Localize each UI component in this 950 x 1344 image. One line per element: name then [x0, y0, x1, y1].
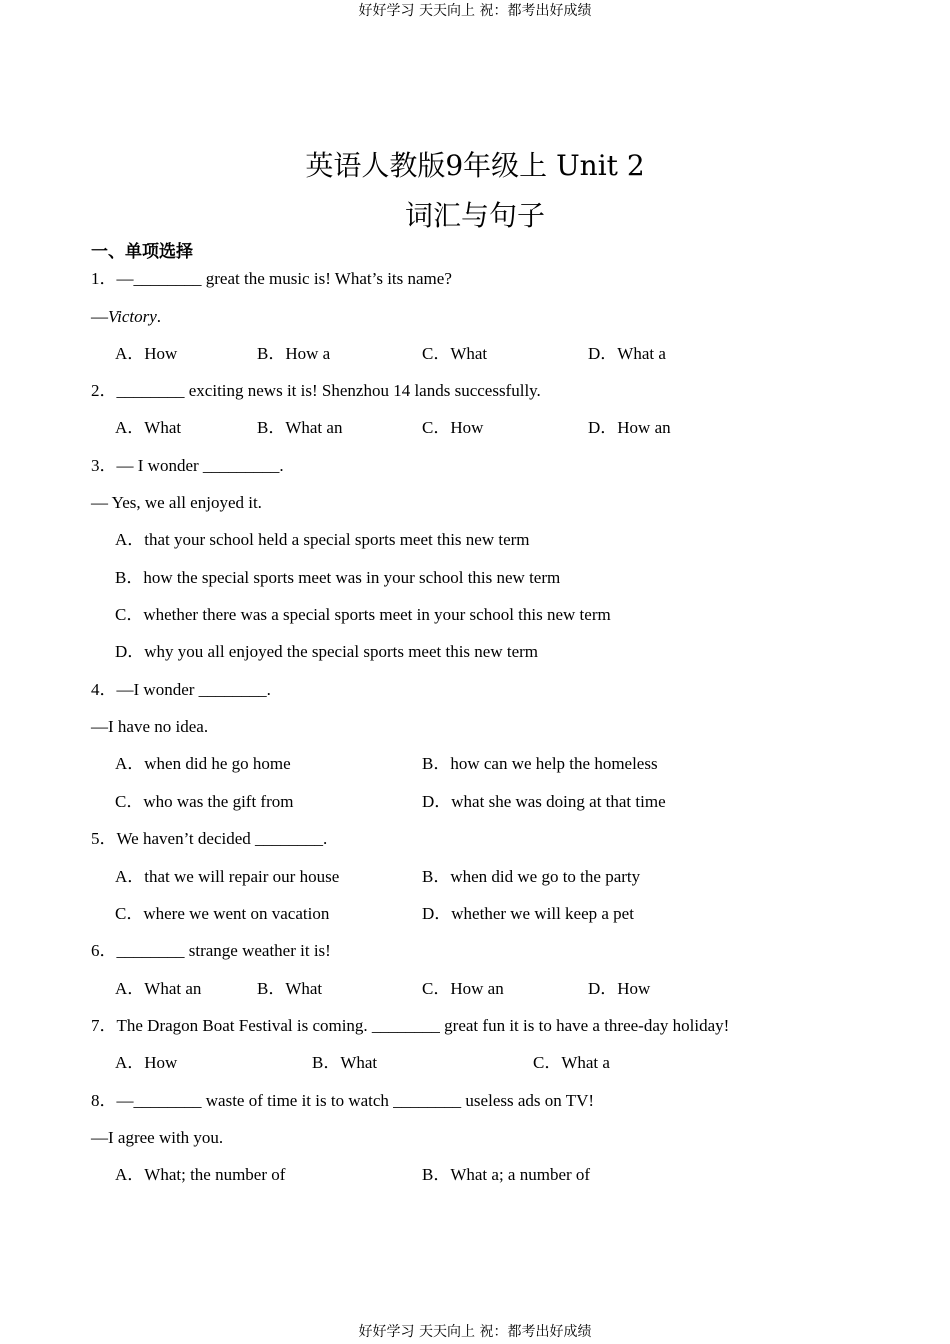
- question-7-option-c[interactable]: C．What a: [533, 1053, 610, 1072]
- question-2-option-c[interactable]: C．How: [422, 418, 484, 437]
- section-heading: 一、单项选择: [91, 242, 193, 262]
- question-2-option-b[interactable]: B．What an: [257, 418, 343, 437]
- question-1-option-c[interactable]: C．What: [422, 344, 488, 363]
- document-title: 英语人教版9年级上 Unit 2: [305, 149, 645, 182]
- reply-italic: Victory: [108, 307, 157, 326]
- question-1-stem: 1．—________ great the music is! What’s its name?: [91, 269, 452, 288]
- question-6-option-d[interactable]: D．How: [588, 979, 651, 998]
- question-3-stem: 3．— I wonder _________.: [91, 456, 284, 475]
- reply-prefix: —: [91, 307, 108, 326]
- question-1-option-d[interactable]: D．What a: [588, 344, 666, 363]
- question-6-option-c[interactable]: C．How an: [422, 979, 504, 998]
- question-3-option-d[interactable]: D．why you all enjoyed the special sports meet this new term: [115, 642, 539, 661]
- question-2-option-a[interactable]: A．What: [115, 418, 182, 437]
- question-5-option-c[interactable]: C．where we went on vacation: [115, 904, 330, 923]
- question-6-option-b[interactable]: B．What: [257, 979, 323, 998]
- question-7-option-a[interactable]: A．How: [115, 1053, 178, 1072]
- question-8-option-a[interactable]: A．What; the number of: [115, 1165, 286, 1184]
- question-5-option-d[interactable]: D．whether we will keep a pet: [422, 904, 634, 923]
- question-5-option-b[interactable]: B．when did we go to the party: [422, 867, 641, 886]
- question-8-reply: —I agree with you.: [91, 1128, 224, 1147]
- page-header: 好好学习 天天向上 祝：都考出好成绩: [358, 3, 592, 19]
- question-1-option-b[interactable]: B．How a: [257, 344, 331, 363]
- question-3-reply: — Yes, we all enjoyed it.: [91, 493, 262, 512]
- question-2-option-d[interactable]: D．How an: [588, 418, 671, 437]
- question-3-option-a[interactable]: A．that your school held a special sports meet this new term: [115, 530, 530, 549]
- question-1-reply: [91, 306, 161, 328]
- question-2-stem: 2．________ exciting news it is! Shenzhou 14 lands successfully.: [91, 381, 541, 400]
- question-4-stem: 4．—I wonder ________.: [91, 680, 271, 699]
- question-6-stem: 6．________ strange weather it is!: [91, 941, 331, 960]
- question-6-option-a[interactable]: A．What an: [115, 979, 202, 998]
- page-footer: 好好学习 天天向上 祝：都考出好成绩: [358, 1324, 592, 1340]
- question-5-stem: 5．We haven’t decided ________.: [91, 829, 328, 848]
- question-4-option-d[interactable]: D．what she was doing at that time: [422, 792, 666, 811]
- question-4-reply: —I have no idea.: [91, 717, 209, 736]
- question-8-option-b[interactable]: B．What a; a number of: [422, 1165, 591, 1184]
- question-3-option-c[interactable]: C．whether there was a special sports meet in your school this new term: [115, 605, 611, 624]
- question-4-option-c[interactable]: C．who was the gift from: [115, 792, 294, 811]
- question-4-option-b[interactable]: B．how can we help the homeless: [422, 754, 658, 773]
- question-1-option-a[interactable]: A．How: [115, 344, 178, 363]
- question-5-option-a[interactable]: A．that we will repair our house: [115, 867, 340, 886]
- question-4-option-a[interactable]: A．when did he go home: [115, 754, 291, 773]
- question-7-option-b[interactable]: B．What: [312, 1053, 378, 1072]
- question-8-stem: 8．—________ waste of time it is to watch ________ useless ads on TV!: [91, 1091, 595, 1110]
- document-subtitle: 词汇与句子: [404, 199, 545, 232]
- question-3-option-b[interactable]: B．how the special sports meet was in your school this new term: [115, 568, 561, 587]
- reply-suffix: .: [156, 307, 162, 326]
- question-7-stem: 7．The Dragon Boat Festival is coming. ________ great fun it is to have a three-day holiday!: [91, 1016, 730, 1035]
